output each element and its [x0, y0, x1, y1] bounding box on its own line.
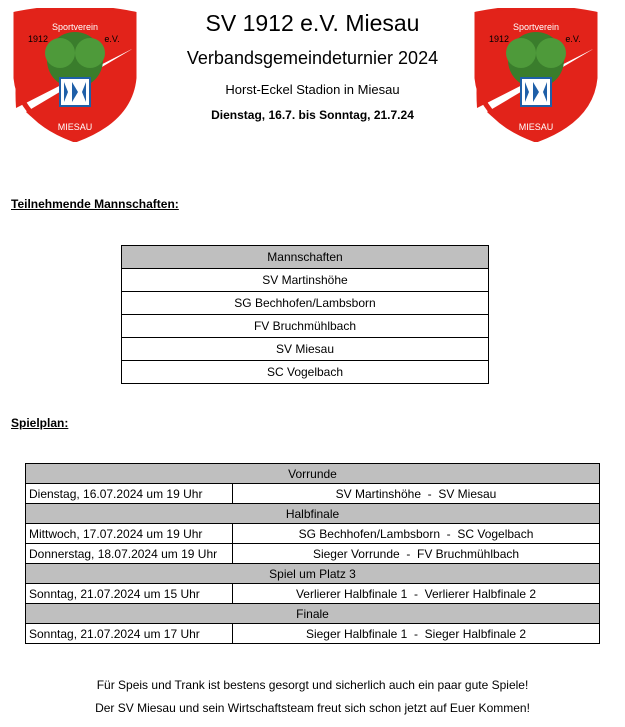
svg-text:Sportverein: Sportverein — [51, 22, 99, 32]
svg-text:e.V.: e.V. — [104, 34, 120, 44]
svg-text:1912: 1912 — [27, 34, 49, 44]
team-row: SV Miesau — [122, 338, 489, 361]
teams-heading: Teilnehmende Mannschaften: — [11, 197, 179, 211]
game-row — [26, 624, 600, 644]
schedule-table — [25, 463, 600, 644]
phase-header-halbfinale: Halbfinale — [26, 504, 600, 524]
footer-line-1: Für Speis und Trank ist bestens gesorgt und sicherlich auch ein paar gute Spiele! — [96, 678, 529, 692]
game-match: Sieger Vorrunde - FV Bruchmühlbach — [233, 544, 600, 564]
game-date: Sonntag, 21.07.2024 um 17 Uhr — [26, 624, 233, 644]
game-date: Sonntag, 21.07.2024 um 15 Uhr — [26, 584, 233, 604]
svg-text:1912: 1912 — [488, 34, 510, 44]
svg-text:Sportverein: Sportverein — [512, 22, 560, 32]
team-row: SG Bechhofen/Lambsborn — [122, 292, 489, 315]
phase-header-platz3: Spiel um Platz 3 — [26, 564, 600, 584]
game-match: SV Martinshöhe - SV Miesau — [233, 484, 600, 504]
tournament-subtitle: Verbandsgemeindeturnier 2024 — [186, 48, 439, 68]
phase-header-finale: Finale — [26, 604, 600, 624]
phase-header-vorrunde: Vorrunde — [26, 464, 600, 484]
game-date: Mittwoch, 17.07.2024 um 19 Uhr — [26, 524, 233, 544]
game-date: Dienstag, 16.07.2024 um 19 Uhr — [26, 484, 233, 504]
date-range-text: Dienstag, 16.7. bis Sonntag, 21.7.24 — [211, 108, 414, 122]
footer-line-2: Der SV Miesau und sein Wirtschaftsteam freut sich schon jetzt auf Euer Kommen! — [95, 701, 530, 715]
team-row: SV Martinshöhe — [122, 269, 489, 292]
teams-table — [121, 245, 489, 384]
game-row — [26, 544, 600, 564]
game-match: SG Bechhofen/Lambsborn - SC Vogelbach — [233, 524, 600, 544]
game-date: Donnerstag, 18.07.2024 um 19 Uhr — [26, 544, 233, 564]
svg-text:MIESAU: MIESAU — [518, 122, 554, 132]
game-match: Verlierer Halbfinale 1 - Verlierer Halbfinale 2 — [233, 584, 600, 604]
team-row: FV Bruchmühlbach — [122, 315, 489, 338]
schedule-heading: Spielplan: — [11, 416, 69, 430]
page-title: SV 1912 e.V. Miesau — [205, 10, 420, 36]
venue-text: Horst-Eckel Stadion in Miesau — [225, 82, 400, 97]
game-row — [26, 484, 600, 504]
game-row — [26, 584, 600, 604]
team-row: SC Vogelbach — [122, 361, 489, 384]
game-row — [26, 524, 600, 544]
svg-text:MIESAU: MIESAU — [57, 122, 93, 132]
svg-text:e.V.: e.V. — [565, 34, 581, 44]
teams-table-header: Mannschaften — [122, 246, 489, 269]
game-match: Sieger Halbfinale 1 - Sieger Halbfinale 2 — [233, 624, 600, 644]
